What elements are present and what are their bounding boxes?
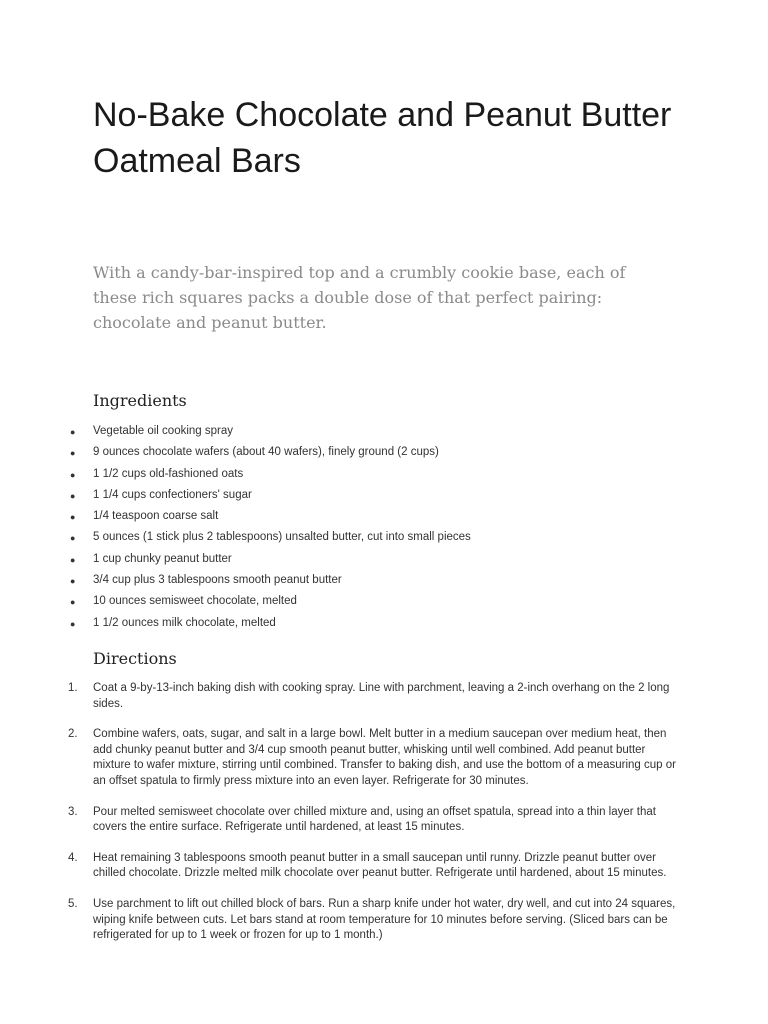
direction-step [0, 727, 768, 789]
step-number: 1. [68, 682, 78, 694]
bullet-icon: ● [70, 469, 76, 480]
ingredients-list [0, 423, 768, 636]
step-text: Use parchment to lift out chilled block of bars. Run a sharp knife under hot water, dry well, and cut into 24 squares, wiping knife between cuts. Let bars stand at room temperature for 10 minutes before serving. (Sliced bars can be refrigerated for up to 1 week or frozen for up to 1 month.) [93, 897, 676, 942]
direction-step [0, 681, 768, 712]
ingredient-item [0, 466, 768, 487]
ingredient-text: Vegetable oil cooking spray [93, 425, 234, 437]
direction-step [0, 805, 768, 836]
ingredients-heading: Ingredients [93, 391, 187, 410]
directions-list [0, 681, 768, 959]
ingredient-item [0, 593, 768, 614]
ingredient-text: 1 1/4 cups confectioners' sugar [93, 488, 252, 501]
ingredient-item [0, 529, 768, 550]
page-title: No-Bake Chocolate and Peanut Butter Oatmeal Bars [93, 96, 672, 180]
bullet-icon: ● [70, 448, 76, 459]
bullet-icon: ● [70, 554, 76, 565]
direction-step [0, 897, 768, 944]
step-number: 3. [68, 805, 78, 818]
step-text: Heat remaining 3 tablespoons smooth peanut butter in a small saucepan until runny. Drizzle peanut butter over chilled chocolate. Drizzle melted milk chocolate over peanut butter. Refrigerate until hardened, about 15 minutes. [93, 851, 667, 880]
direction-step [0, 851, 768, 882]
bullet-icon: ● [70, 533, 76, 544]
ingredient-item [0, 487, 768, 508]
ingredient-text: 1 1/2 ounces milk chocolate, melted [93, 616, 276, 629]
ingredient-item [0, 572, 768, 593]
ingredient-item [0, 444, 768, 465]
step-number: 2. [68, 728, 78, 741]
bullet-icon: ● [70, 618, 76, 629]
ingredient-text: 9 ounces chocolate wafers (about 40 wafers), finely ground (2 cups) [93, 446, 439, 459]
step-number: 5. [68, 897, 78, 910]
ingredient-text: 10 ounces semisweet chocolate, melted [93, 595, 297, 608]
ingredient-item [0, 423, 768, 444]
ingredient-item [0, 551, 768, 572]
step-text: Coat a 9-by-13-inch baking dish with cooking spray. Line with parchment, leaving a 2-inch overhang on the 2 long sides. [93, 682, 670, 710]
step-number: 4. [68, 851, 78, 864]
bullet-icon: ● [70, 597, 76, 608]
ingredient-text: 3/4 cup plus 3 tablespoons smooth peanut butter [93, 574, 342, 587]
ingredient-text: 1/4 teaspoon coarse salt [93, 510, 219, 523]
ingredient-text: 1 cup chunky peanut butter [93, 552, 232, 565]
bullet-icon: ● [70, 490, 76, 501]
step-text: Combine wafers, oats, sugar, and salt in a large bowl. Melt butter in a medium saucepan over medium heat, then add chunky peanut butter and 3/4 cup smooth peanut butter, whisking until well combined. Add peanut butter mixture to wafer mixture, stirring until combined. Transfer to baking dish, and use the bottom of a measuring cup or an offset spatula to firmly press mixture into an even layer. Refrigerate for 30 minutes. [93, 728, 676, 787]
bullet-icon: ● [70, 512, 76, 523]
ingredient-item [0, 615, 768, 636]
ingredient-item [0, 508, 768, 529]
step-text: Pour melted semisweet chocolate over chilled mixture and, using an offset spatula, spread into a thin layer that covers the entire surface. Refrigerate until hardened, at least 15 minutes. [93, 805, 656, 834]
ingredient-text: 1 1/2 cups old-fashioned oats [93, 467, 244, 480]
bullet-icon: ● [70, 576, 76, 587]
bullet-icon: ● [70, 427, 76, 437]
directions-heading: Directions [93, 649, 177, 668]
intro-paragraph: With a candy-bar-inspired top and a crumbly cookie base, each of these rich squares packs a double dose of that perfect pairing: chocolate and peanut butter. [93, 263, 626, 332]
ingredient-text: 5 ounces (1 stick plus 2 tablespoons) unsalted butter, cut into small pieces [93, 531, 471, 544]
